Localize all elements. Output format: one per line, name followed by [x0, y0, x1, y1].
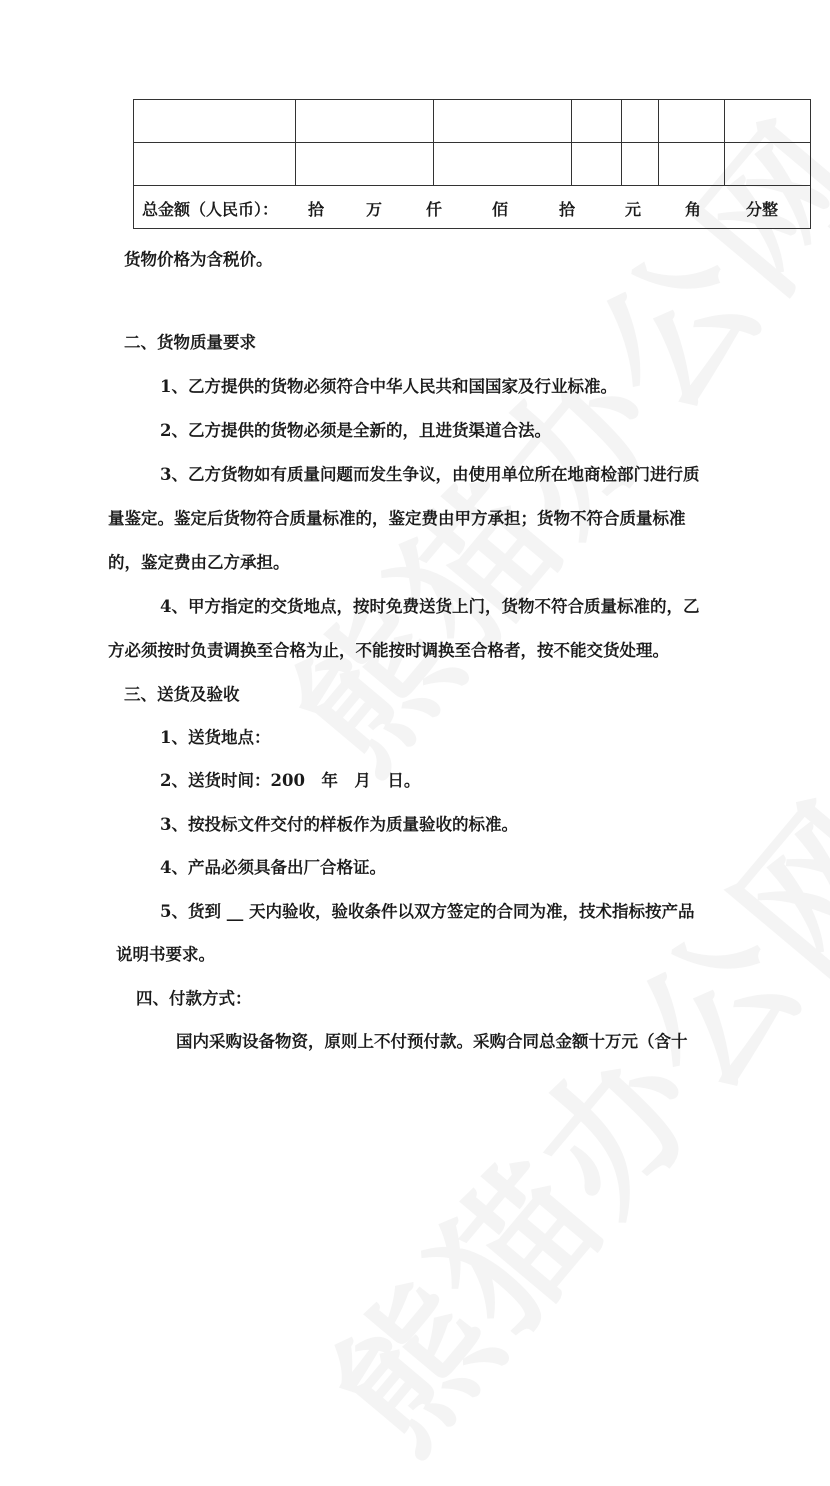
- unit-label: 元: [625, 200, 642, 219]
- paragraph: 2、乙方提供的货物必须是全新的，且进货渠道合法。: [160, 421, 551, 440]
- section-heading: 三、送货及验收: [124, 685, 240, 704]
- unit-label: 佰: [492, 200, 509, 219]
- section-heading: 二、货物质量要求: [124, 333, 256, 352]
- unit-label: 仟: [426, 200, 443, 219]
- paragraph: 4、甲方指定的交货地点，按时免费送货上门，货物不符合质量标准的，乙: [160, 597, 700, 616]
- paragraph: 4、产品必须具备出厂合格证。: [160, 858, 386, 877]
- paragraph: 1、乙方提供的货物必须符合中华人民共和国国家及行业标准。: [160, 377, 617, 396]
- price-table: [133, 99, 811, 229]
- paragraph: 3、乙方货物如有质量问题而发生争议，由使用单位所在地商检部门进行质: [160, 465, 700, 484]
- section-heading: 四、付款方式：: [136, 989, 252, 1008]
- paragraph: 说明书要求。: [116, 945, 215, 964]
- paragraph: 的，鉴定费由乙方承担。: [108, 553, 290, 572]
- table-row: [134, 143, 811, 186]
- total-amount-cell: [134, 186, 811, 229]
- unit-label: 万: [366, 200, 383, 219]
- paragraph: 2、送货时间：200 年 月 日。: [160, 771, 421, 790]
- paragraph: 5、货到 __ 天内验收，验收条件以双方签定的合同为准，技术指标按产品: [160, 902, 695, 921]
- paragraph: 国内采购设备物资，原则上不付预付款。采购合同总金额十万元（含十: [176, 1032, 688, 1051]
- unit-label: 分整: [746, 200, 779, 219]
- paragraph: 方必须按时负责调换至合格为止，不能按时调换至合格者，按不能交货处理。: [108, 641, 669, 660]
- paragraph: 量鉴定。鉴定后货物符合质量标准的，鉴定费由甲方承担；货物不符合质量标准: [108, 509, 686, 528]
- unit-label: 角: [685, 200, 702, 219]
- unit-label: 拾: [559, 200, 576, 219]
- table-row: [134, 100, 811, 143]
- paragraph: 1、送货地点：: [160, 728, 271, 747]
- table-row-total: [134, 186, 811, 229]
- paragraph: 货物价格为含税价。: [124, 250, 273, 269]
- unit-label: 拾: [308, 200, 325, 219]
- total-amount-label: 总金额（人民币）：: [142, 200, 279, 219]
- paragraph: 3、按投标文件交付的样板作为质量验收的标准。: [160, 815, 518, 834]
